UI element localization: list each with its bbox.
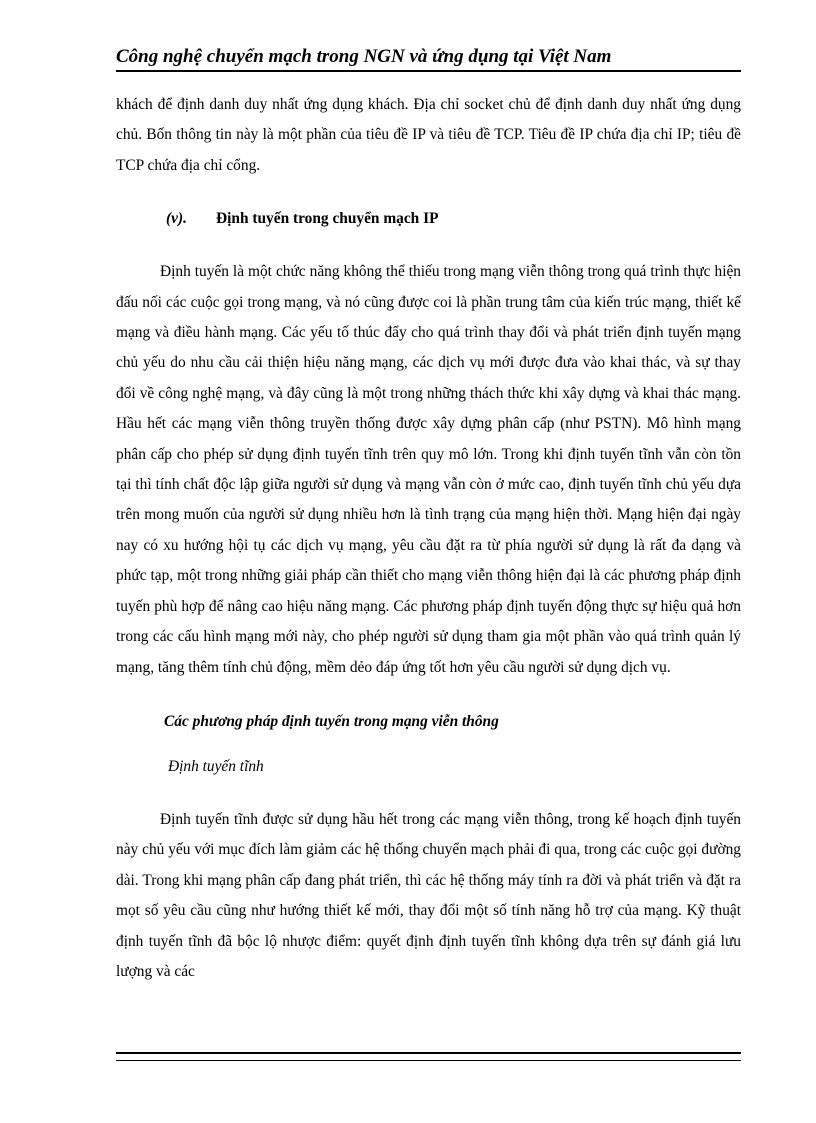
- section-heading: [116, 197, 741, 241]
- section-title: Định tuyến trong chuyển mạch IP: [216, 210, 439, 228]
- spacer: [116, 683, 741, 699]
- intro-paragraph: khách để định danh duy nhất ứng dụng khách. Địa chỉ socket chủ để định danh duy nhất ứng dụng chủ. Bốn thông tin này là một phần của tiêu đề IP và tiêu đề TCP. Tiêu đề IP chứa địa chỉ IP; tiêu đề TCP chứa địa chỉ cổng.: [116, 96, 741, 174]
- page-content: [116, 90, 741, 987]
- subheading-static-routing: Định tuyến tĩnh: [168, 757, 264, 775]
- static-routing-paragraph: Định tuyến tĩnh được sử dụng hầu hết trong các mạng viễn thông, trong kế hoạch định tuyến này chủ yếu với mục đích làm giảm các hệ thống chuyển mạch phải đi qua, trong các cuộc gọi đường dài. Trong khi mạng phân cấp đang phát triển, thì các hệ thống máy tính ra đời và phát triển và đặt ra mọt số yêu cầu cũng như hướng thiết kế mới, thay đổi một số tính năng hỗ trợ của mạng. Kỹ thuật định tuyến tĩnh đã bộc lộ nhược điểm: quyết định định tuyến tĩnh không dựa trên sự đánh giá lưu lượng và các: [116, 810, 741, 980]
- subheading-routing-methods: Các phương pháp định tuyến trong mạng viễn thông: [164, 712, 499, 730]
- section-number: (v).: [166, 210, 187, 228]
- spacer: [116, 789, 741, 805]
- page-header: [116, 44, 741, 72]
- routing-paragraph: Định tuyến là một chức năng không thể thiếu trong mạng viễn thông trong quá trình thực hiện đấu nối các cuộc gọi trong mạng, và nó cũng được coi là phần trung tâm của kiến trúc mạng, thiết kế mạng và điều hành mạng. Các yếu tố thúc đẩy cho quá trình thay đổi và phát triển định tuyến mạng chủ yếu do nhu cầu cải thiện hiệu năng mạng, các dịch vụ mới được đưa vào khai thác, và sự thay đổi về công nghệ mạng, và đây cũng là một trong những thách thức khi xây dựng và khai thác mạng. Hầu hết các mạng viễn thông truyền thống được xây dựng phân cấp (như PSTN). Mô hình mạng phân cấp cho phép sử dụng định tuyến tĩnh trên quy mô lớn. Trong khi định tuyến tĩnh vẫn còn tồn tại thì tính chất độc lập giữa người sử dụng và mạng vẫn còn ở mức cao, định tuyến tĩnh chủ yếu dựa trên mong muốn của người sử dụng nhiều hơn là tình trạng của mạng hiện thời. Mạng hiện đại ngày nay có xu hướng hội tụ các dịch vụ mạng, yêu cầu đặt ra từ phía người sử dụng là rất đa dạng và phức tạp, một trong những giải pháp cần thiết cho mạng viễn thông hiện đại là các phương pháp định tuyến phù hợp để nâng cao hiệu năng mạng. Các phương pháp định tuyến động thực sự hiệu quả hơn trong các cấu hình mạng mới này, cho phép người sử dụng tham gia một phần vào quá trình quản lý mạng, tăng thêm tính chủ động, mềm dẻo đáp ứng tốt hơn yêu cầu người sử dụng dịch vụ.: [116, 263, 741, 676]
- footer-rule: [116, 1052, 741, 1061]
- document-title: Công nghệ chuyển mạch trong NGN và ứng dụng tại Việt Nam: [116, 46, 612, 67]
- spacer: [116, 181, 741, 197]
- spacer: [116, 241, 741, 257]
